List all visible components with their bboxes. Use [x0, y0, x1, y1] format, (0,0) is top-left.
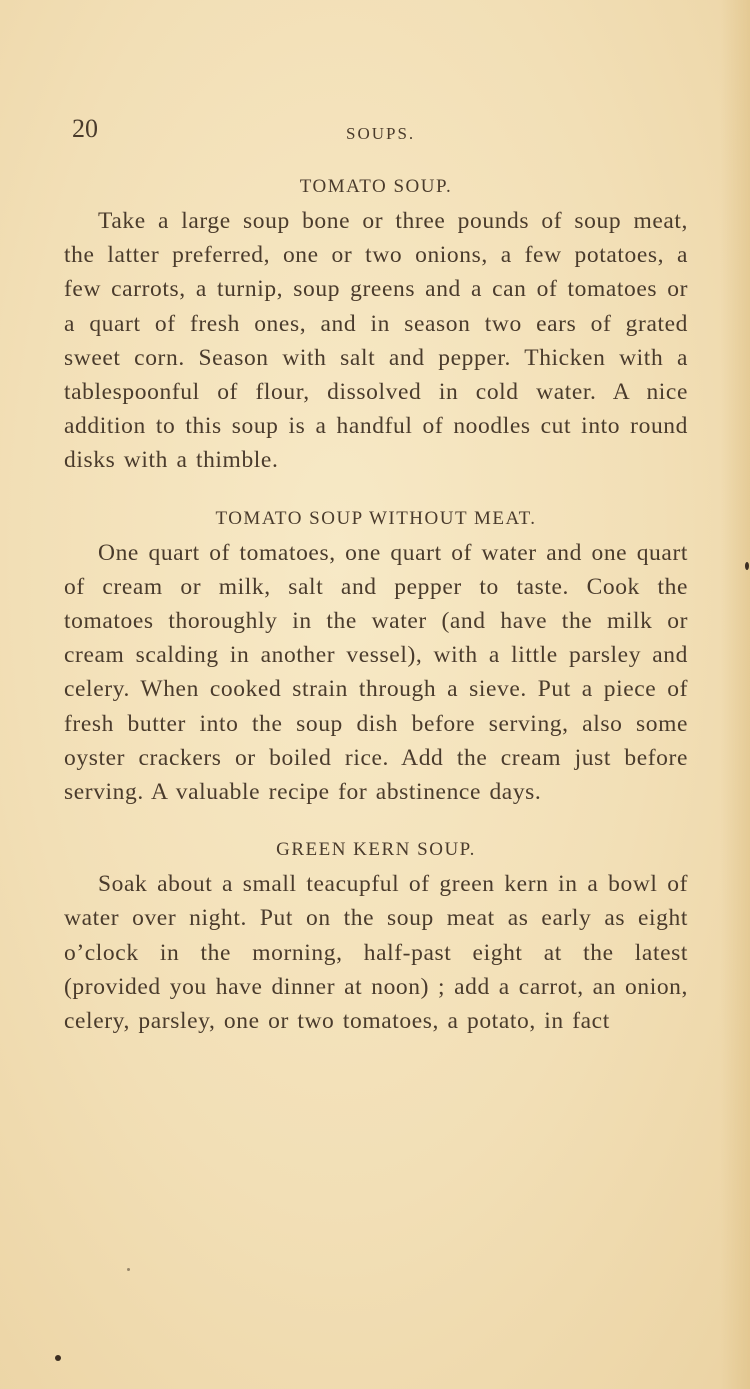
page-edge — [720, 0, 750, 1389]
page-number: 20 — [72, 114, 98, 143]
section-heading-green-kern-soup: GREEN KERN SOUP. — [276, 839, 476, 861]
paper-speck — [55, 1355, 61, 1361]
book-page — [64, 110, 688, 1038]
paper-speck — [127, 1268, 130, 1271]
running-title: SOUPS. — [346, 124, 416, 143]
section-text-green-kern-soup: Soak about a small teacupful of green kern in a bowl of water over night. Put on the soup meat as early as eight o’clock in the morning, half-past eight at the latest (provided you have dinner at noon) ; add a carrot, an onion, celery, parsley, one or two tomatoes, a potato, in fact — [64, 871, 688, 1035]
section-heading-tomato-soup-without-meat: TOMATO SOUP WITHOUT MEAT. — [215, 507, 537, 529]
section-text-tomato-soup-without-meat: One quart of tomatoes, one quart of water and one quart of cream or milk, salt and pepper to taste. Cook the tomatoes thoroughly in the water (and have the milk or cream scalding in another vessel), with a little parsley and celery. When cooked strain through a sieve. Put a piece of fresh butter into the soup dish before serving, also some oyster crackers or boiled rice. Add the cream just before serving. A valuable recipe for abstinence days. — [64, 539, 688, 806]
running-head — [64, 110, 688, 150]
section-heading-tomato-soup: TOMATO SOUP. — [299, 176, 453, 197]
paper-speck — [745, 562, 749, 570]
section-text-tomato-soup: Take a large soup bone or three pounds of soup meat, the latter preferred, one or two onions, a few potatoes, a few carrots, a turnip, soup greens and a can of tomatoes or a quart of fresh ones, and in season two ears of grated sweet corn. Season with salt and pepper. Thicken with a tablespoonful of flour, dissolved in cold water. A nice addition to this soup is a handful of noodles cut into round disks with a thimble. — [64, 208, 688, 474]
